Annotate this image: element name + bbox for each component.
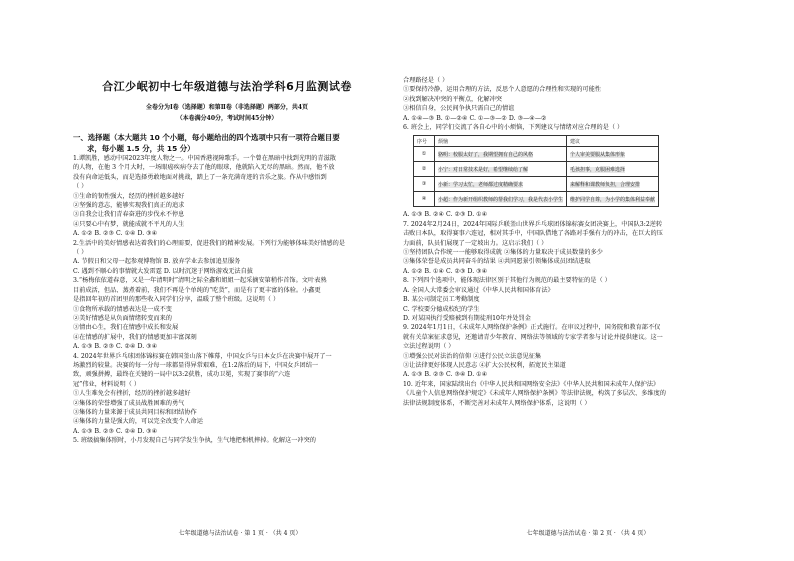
question-line: 1.谭凯胜，感动中国2023年度人物之一。中国香港视障歌手。一个曾在黑暗中找到光明的青滋散 [73,155,336,162]
table-row [414,162,659,177]
exam-subtitle: 全卷分为Ⅰ卷（选择题）和第Ⅱ卷（非选择题）两部分，共4页 [145,104,309,111]
question-line: A. ①④—③ B. ①—②④ C. ①—③—② D. ③—④—② [403,114,547,122]
question-line: ①人生难免会有挫折，经历的挫折越多越好 [73,390,191,398]
question-line: ④集体的力量是强大的，可以完全改变个人命运 [73,418,203,426]
question-line: C. 学校要分德成校纪的学生 [403,305,480,313]
page-footer-1: 七年级道德与法治试卷 · 第 1 页 · （共 4 页） [178,530,302,537]
question-line: A. ①② B. ①④ C. ②③ D. ③④ [403,267,488,275]
question-line: 《儿童个人信息网络保护规定》《未成年人网络保护条例》等法律法规，构筑了多层次、多维度的 [403,390,666,398]
question-line: 9. 2024年1月1日，《未成年人网络保护条例》正式施行。在审议过程中，国务院和教育部不仅 [403,324,661,332]
question-line: （ ） [73,249,88,257]
table-cell: 来解释和课教师负担，合理安排 [569,181,640,188]
table-header: 建议 [566,136,658,147]
question-line: 没有向命运低头，而是选择勇敢地面对挑战，踏上了一条充满奇迹的音乐之旅。作从中感悟到 [73,173,327,181]
question-line: 目前成活，但品、蒸煮着前，我们不再是个单纯的“吃货”，而是有了更丰富的体验。小鑫更 [73,286,321,294]
table-header: 序号 [414,136,435,147]
question-line: 3.“杨梅依依道春意，又是一年清明时”清明之际全鑫和姐姐一起采摘安第稍作首饰。文叶表熟 [73,277,327,285]
question-line: ③自我会让我们青春奋进的步伐永不停息 [73,211,185,219]
question-line: 就有关草案征求意见，还邀请青少年教育、网络法等领域的专家学者参与讨论并提供建议。这一 [403,333,663,341]
question-list-right-top [403,76,764,132]
table-header: 烦恼 [434,136,566,147]
table-cell: 毛孩担事，克服困难选择 [569,166,625,173]
exam-title: 合江少岷初中七年级道德与法治学科6月监测试卷 [102,80,352,93]
suggestion-table [413,135,659,207]
table-cell: 维护同学自尊，为小学的集体利益奉献 [569,196,655,203]
question-line: C. 遇到不顺心的事情就大发雷霆 D. 以时沉迷于网络游戏无法自拔 [73,267,253,275]
question-line: 击败日本队，取得赛事六连冠，相对其手中，中国队借地了各路对手强有力的冲击，在巨大的压 [403,230,663,238]
question-line: A. ①③ B. ②④ C. ②③ D. ①④ [403,211,488,219]
question-line: ④只要心中有梦，就能成就不平凡的人生 [73,220,185,228]
question-line: A. ①③ B. ②③ C. ②④ D. ③④ [73,343,158,351]
table-cell: 小超：作为新开组织教师的帮我们学习，我是代表小学生 [437,196,563,203]
question-line: A. ①③ B. ②③ C. ③④ D. ①④ [403,371,488,379]
question-line: B. 某公司制定员工考勤制度 [403,296,480,304]
question-line: ①坚持团队合作统一一能够取得成就 ②集体的力量取决于成员数量的多少 [403,249,603,257]
question-line: ①食物所承载的情感表达是一成不变 [73,305,172,313]
question-line: D. 对某国执行受赔被到有期徒刑10年并处罚金 [403,314,531,322]
question-line: 合理路径是（ ） [403,77,449,84]
question-line: ②集体的荣誉增强了成员战胜困难的勇气 [73,399,185,407]
page-footer-2: 七年级道德与法治试卷 · 第 2 页 · （共 4 页） [526,530,650,537]
question-list-left [73,154,381,446]
section-heading: 一、选择题（本大题共 10 个小题，每小题给出的四个选项中只有一项符合题目要 [73,133,340,142]
exam-score-note: （本卷满分40分，考试时间45分钟） [176,115,278,122]
question-line: ③集体荣誉是成员共同奋斗的结果 ④共同愿景引领集体成员团结进取 [403,258,591,266]
question-line: 5. 班级搞集体照时，小月发现自己与同学发生争执，生气地把相机摔掉。化解这一冲突的 [73,437,316,445]
question-line: 冠”伟业，材料说明（ ） [73,380,141,388]
question-line: ①生命的韧性强大，经历的挫折越多越好 [73,192,185,200]
question-line: 是指回年初的首团里的那些收入同学们分享，温暖了整个班级。这说明（ ） [73,296,280,304]
question-line: A. ①② B. ②③ C. ①④ D. ③④ [73,230,158,238]
table-cell: 小宁：对日常技术是好，希望继续给了解 [437,166,528,173]
question-line: ③让法律更好体现人民意志 ④扩大公民权利，拓宽民主渠道 [403,361,566,369]
table-cell: 骆明：校服太好了，我期望拥有自己的风格 [437,151,533,158]
question-line: 致，顽强拼搏，最终在关键的一局中以3:2获胜，成功卫冕，实现了赛事的“六连 [73,371,291,379]
question-line: ③情由心生，我们在情感中成长和发展 [73,324,179,332]
question-line: 法律法规制度体系，不断完善对未成年人网络保护体系，这说明（ ） [403,399,591,407]
table-header-row [414,136,659,147]
question-line: 2.生活中的美好情感表达着我们的心理需要，促进我们的精神发展。下列行为能够体味美好情感的是 [73,239,345,247]
question-line: ④在情感的扩展中，我们的情感更加丰富深刻 [73,333,197,341]
question-line: ③相信自身，公民间争执只需自己的情谊 [403,105,515,113]
table-cell: 个人审美要服从集体形象 [569,151,625,158]
table-row [414,177,659,192]
question-line: 力面前，队员们展现了一定坡出力。这启示我们（ ） [403,239,548,247]
question-line: （ ） [73,183,88,191]
question-list-right-bottom [403,210,764,408]
table-cell: ③ [414,177,435,192]
right-page [397,0,794,561]
question-line: ②坚强的意志，能够实现我们真正的追求 [73,202,185,210]
question-line: 10. 近年来，国家陆续出台《中华人民共和国网络安全法》《中华人民共和国未成年人保护法》 [403,380,660,388]
table-cell: ④ [414,192,435,207]
table-row [414,147,659,162]
section-heading-cont: 求，每小题 1.5 分，共 15 分） [87,144,195,153]
question-line: 8. 下列四个选项中，能体现法律区别于其他行为规范的最主要特征的是（ ） [403,277,611,285]
table-cell: 小新：学习太忙，老师都过度精确要求 [437,181,523,188]
question-line: ①要保持冷静，运用合理的方法，反思个人意愿的合理性和实现的可能性 [403,86,601,94]
question-line: A. 全国人大常委会审议通过《中华人民共和国体育法》 [403,286,554,294]
question-line: ①增强公民对法治的信仰 ②进行公民立法意见征集 [403,352,542,360]
table-row [414,192,659,207]
question-line: A. ①③ B. ②③ C. ②④ D. ③④ [73,427,158,435]
question-line: ②美好情感是从负面情绪转变而来的 [73,314,172,322]
question-line: 6. 班会上，同学们交流了各自心中的小烦恼，下列建议与情绪对应合理的是（ ） [403,124,624,132]
question-line: 4. 2024年世界乒乓球团体锦标赛在韩国釜山落下帷幕，中国女乒与日本女乒在决赛中展开了一 [73,352,332,360]
question-line: 的人物，在他 3 个月大时，一场眼癌疾病夺去了他的眼球，他就陷入无尽的黑暗。然而，他不放 [73,164,335,172]
question-line: 场激烈的较量。决赛的每一分每一球都显得异常艰难，在1:2落后的局下，中国女乒团结一 [73,361,319,369]
table-cell: ① [414,147,435,162]
question-line: A. 节假日和父母一起参观博物馆 B. 放弃学业去参加追星服务 [73,258,241,266]
table-cell: ② [414,162,435,177]
question-line: 立法过程说明（ ） [403,343,455,351]
question-line: 7. 2024年2月24日，2024年国际乒联釜山世界乒乓球团体锦标赛女团决赛上，中国队3:2逆转 [403,220,663,228]
question-line: ③集体的力量来源于成员共同目标和团结协作 [73,408,197,416]
question-line: ②找到解决冲突的平衡点，化解冲突 [403,95,502,103]
